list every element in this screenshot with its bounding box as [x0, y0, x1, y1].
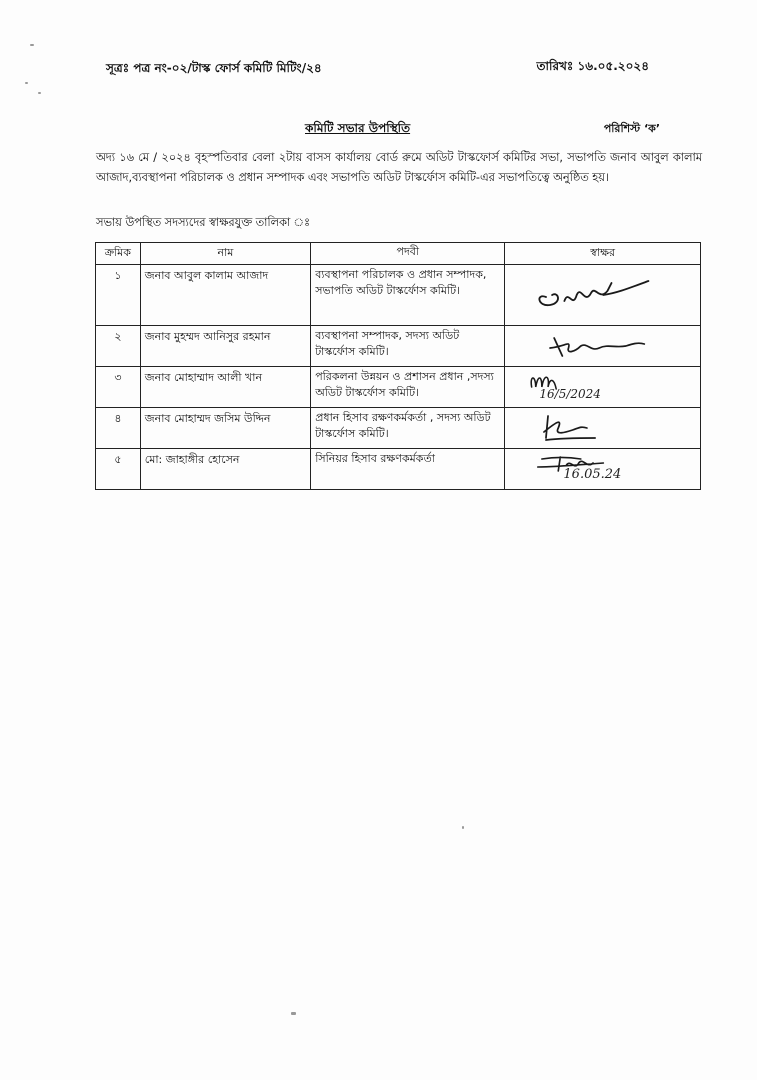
signature-mark: [505, 367, 700, 407]
signature-date: 16.05.24: [563, 467, 622, 482]
row-name: মো: জাহাঙ্গীর হোসেন: [140, 449, 310, 490]
row-designation: প্রধান হিসাব রক্ষণকর্মকর্তা , সদস্য অডিট টাস্কর্ফোস কমিটি।: [311, 408, 505, 449]
row-designation: ব্যবস্থাপনা পরিচালক ও প্রধান সম্পাদক, সভাপতি অডিট টাস্কর্ফোস কমিটি।: [311, 265, 505, 326]
row-serial: ১: [96, 265, 141, 326]
row-signature: [505, 367, 701, 408]
meeting-paragraph: অদ্য ১৬ মে / ২০২৪ বৃহস্পতিবার বেলা ২টায় বাসস কার্যালয় বোর্ড রুমে অডিট টাস্কফোর্স কমিটির সভা, সভাপতি জনাব আবুল কালাম আজাদ,ব্যবস্থাপনা পরিচালক ও প্রধান সম্পাদক এবং সভাপতি অডিট টাস্কর্ফোস কমিটি-এর সভাপতিত্বে অনুষ্ঠিত হয়।: [96, 151, 702, 184]
header-serial: ক্রমিক: [96, 243, 141, 265]
table-row: [96, 265, 701, 326]
row-name: জনাব মোহাম্মাদ আলী খান: [140, 367, 310, 408]
signature-mark: [505, 408, 700, 448]
annex-label: পরিশিস্ট ‘ক’: [603, 122, 660, 135]
row-name: জনাব মোহাম্মদ জসিম উদ্দিন: [140, 408, 310, 449]
scan-speck: [25, 82, 28, 84]
list-intro: সভায় উপস্থিত সদস্যদের স্বাক্ষরযুক্ত তালিকা ঃ: [96, 216, 310, 229]
row-serial: ২: [96, 326, 141, 367]
reference-number: সূত্রঃ পত্র নং-০২/টাস্ক ফোর্স কমিটি মিটিং/২৪: [106, 61, 322, 75]
header-name: নাম: [140, 243, 310, 265]
page-title: কমিটি সভার উপস্থিতি: [305, 121, 411, 135]
header-signature: স্বাক্ষর: [505, 243, 701, 265]
table-row: [96, 449, 701, 490]
row-signature: [505, 265, 701, 326]
signature-mark: [505, 265, 700, 325]
row-designation: পরিকলনা উন্নয়ন ও প্রশাসন প্রধান ,সদস্য অডিট টাস্কর্ফোস কমিটি।: [311, 367, 505, 408]
row-name: জনাব মুহম্মদ আনিসুর রহমান: [140, 326, 310, 367]
signature-mark: [505, 326, 700, 366]
table-row: [96, 367, 701, 408]
document-date: তারিখঃ ১৬.০৫.২০২৪: [536, 59, 649, 73]
row-signature: [505, 408, 701, 449]
scan-speck: [30, 44, 34, 46]
row-name: জনাব আবুল কালাম আজাদ: [140, 265, 310, 326]
row-signature: [505, 449, 701, 490]
row-serial: ৩: [96, 367, 141, 408]
header-designation: পদবী: [311, 243, 505, 265]
table-row: [96, 326, 701, 367]
signature-date: 16/5/2024: [539, 387, 601, 401]
scan-speck: [462, 826, 464, 829]
table-row: [96, 408, 701, 449]
row-designation: সিনিয়র হিসাব রক্ষণকর্মকর্তা: [311, 449, 505, 490]
scan-speck: [38, 92, 41, 94]
row-serial: ৪: [96, 408, 141, 449]
table-header-row: [96, 243, 701, 265]
row-designation: ব্যবস্থাপনা সম্পাদক, সদস্য অডিট টাস্কর্ফোস কমিটি।: [311, 326, 505, 367]
row-signature: [505, 326, 701, 367]
attendance-table: [95, 242, 701, 490]
row-serial: ৫: [96, 449, 141, 490]
scan-speck: [291, 1012, 296, 1015]
